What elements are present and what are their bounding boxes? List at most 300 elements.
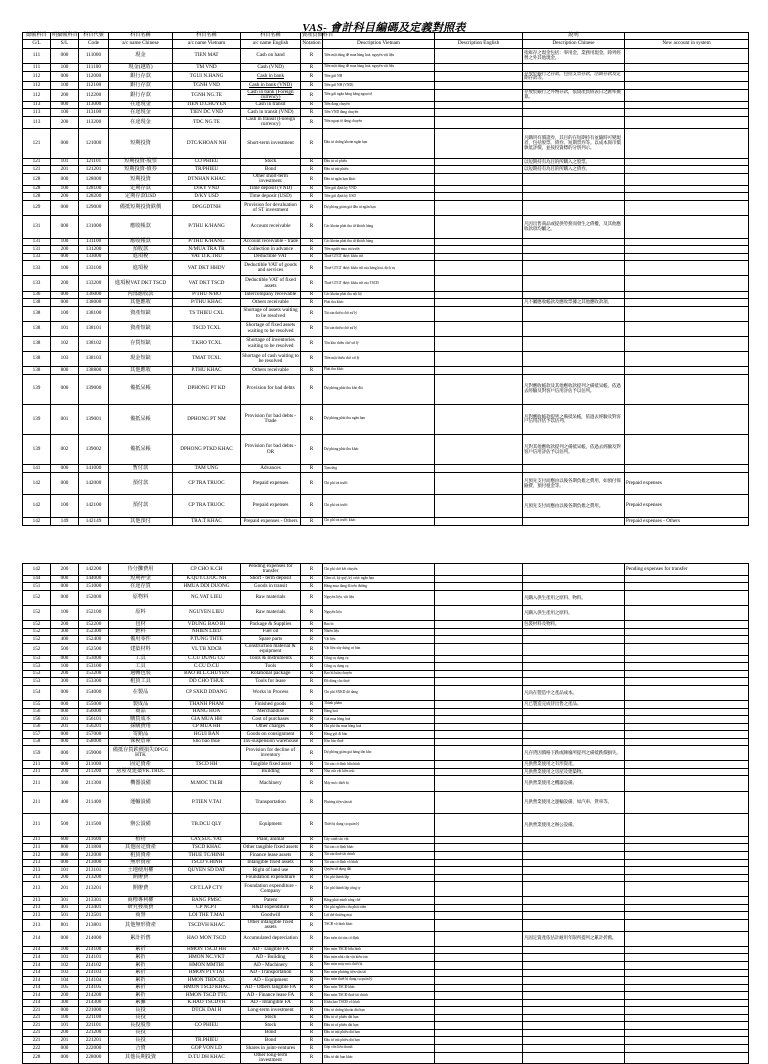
sl-cell: 100 xyxy=(51,495,79,518)
new-account-cell xyxy=(625,575,749,583)
code-cell: 133100 xyxy=(79,261,109,276)
desc-vietnam-cell: Hao mòn TSCĐ thuê tài chính xyxy=(323,992,435,1000)
desc-english-cell xyxy=(435,367,523,375)
new-account-cell xyxy=(625,992,749,1000)
name-chinese-cell: 商品 xyxy=(109,708,173,716)
gl-cell: 152 xyxy=(23,628,51,636)
new-account-cell xyxy=(625,109,749,117)
name-chinese-cell: 定期存款USD xyxy=(109,193,173,201)
account-row xyxy=(23,367,749,375)
account-row xyxy=(23,116,749,128)
gl-cell: 131 xyxy=(23,238,51,246)
name-chinese-cell: 其他長期投資 xyxy=(109,1052,173,1064)
desc-chinese-cell xyxy=(523,306,625,321)
name-chinese-cell: 短期投資-股票 xyxy=(109,158,173,166)
sl-cell: 300 xyxy=(51,999,79,1007)
code-cell: 133200 xyxy=(79,276,109,291)
notation-cell: R xyxy=(301,859,323,867)
name-english-cell: Rotational package xyxy=(241,670,301,678)
account-row xyxy=(23,583,749,591)
sl-cell: 801 xyxy=(51,919,79,931)
name-english-cell: Construction material & equipment xyxy=(241,643,301,655)
name-vietnam-cell: TMAT TCXL xyxy=(173,351,241,366)
desc-chinese-cell xyxy=(523,64,625,72)
gl-cell: 221 xyxy=(23,1014,51,1022)
desc-english-cell xyxy=(435,351,523,366)
name-chinese-cell: 在製品 xyxy=(109,685,173,700)
name-chinese-cell: 原料 xyxy=(109,606,173,621)
sl-cell: 000 xyxy=(51,731,79,739)
notation-cell: R xyxy=(301,116,323,128)
name-vietnam-cell: HGUI BAN xyxy=(173,731,241,739)
desc-chinese-cell xyxy=(523,851,625,859)
account-row xyxy=(23,306,749,321)
name-chinese-cell: 工具 xyxy=(109,655,173,663)
desc-chinese-cell xyxy=(523,351,625,366)
desc-vietnam-cell: Hao mòn TSCĐ hữu hình xyxy=(323,946,435,954)
account-table-lower xyxy=(22,563,749,1064)
new-account-cell xyxy=(625,336,749,351)
notation-cell: R xyxy=(301,761,323,769)
name-english-cell: Shortage of cash waiting to be resolved xyxy=(241,351,301,366)
desc-english-cell xyxy=(435,621,523,629)
code-cell: 138102 xyxy=(79,336,109,351)
desc-vietnam-cell: Hao mòn máy móc thiết bị xyxy=(323,961,435,969)
name-chinese-cell: 累計折舊 xyxy=(109,931,173,946)
account-row xyxy=(23,776,749,791)
account-row xyxy=(23,1052,749,1064)
name-chinese-cell: 短期投資-債券 xyxy=(109,166,173,174)
gl-cell: 214 xyxy=(23,961,51,969)
code-cell: 131100 xyxy=(79,238,109,246)
desc-english-cell xyxy=(435,495,523,518)
account-row xyxy=(23,961,749,969)
name-vietnam-cell: C.CU D.CU xyxy=(173,663,241,671)
code-cell: 121201 xyxy=(79,166,109,174)
new-account-cell xyxy=(625,49,749,64)
desc-english-cell xyxy=(435,768,523,776)
desc-chinese-cell xyxy=(523,109,625,117)
new-account-cell xyxy=(625,836,749,844)
notation-cell: R xyxy=(301,238,323,246)
notation-cell: R xyxy=(301,628,323,636)
desc-vietnam-cell: Chi phí SXKD dở dang xyxy=(323,685,435,700)
account-row xyxy=(23,791,749,814)
sl-cell: 000 xyxy=(51,708,79,716)
desc-chinese-cell xyxy=(523,101,625,109)
desc-chinese-cell: 凡供營業使用之辦公設備。 xyxy=(523,814,625,837)
sl-cell: 400 xyxy=(51,791,79,814)
desc-english-cell xyxy=(435,591,523,606)
gl-cell: 151 xyxy=(23,583,51,591)
name-chinese-cell: 應收帳款 xyxy=(109,216,173,239)
code-cell: 158000 xyxy=(79,738,109,746)
desc-chinese-cell: 凡購入供生產用之原料。 xyxy=(523,606,625,621)
notation-cell: R xyxy=(301,969,323,977)
name-chinese-cell: 固定資產 xyxy=(109,761,173,769)
sl-cell: 000 xyxy=(51,201,79,216)
header-row-chinese xyxy=(23,33,749,40)
name-vietnam-cell: CP TRA TRUOC xyxy=(173,472,241,495)
sl-cell: 105 xyxy=(51,984,79,992)
name-english-cell: Tax-suspension warehouse xyxy=(241,738,301,746)
desc-english-cell xyxy=(435,746,523,761)
code-cell: 222000 xyxy=(79,1044,109,1052)
code-cell: 221200 xyxy=(79,1029,109,1037)
new-account-cell xyxy=(625,969,749,977)
gl-cell: 141 xyxy=(23,465,51,473)
code-cell: 131000 xyxy=(79,216,109,239)
new-account-cell xyxy=(625,999,749,1007)
code-cell: 142149 xyxy=(79,517,109,525)
account-row xyxy=(23,1022,749,1030)
desc-vietnam-cell: Dự phòng giảm giá hàng tồn kho xyxy=(323,746,435,761)
new-account-cell xyxy=(625,306,749,321)
account-row xyxy=(23,859,749,867)
name-english-cell: Works in Process xyxy=(241,685,301,700)
sl-cell: 000 xyxy=(51,655,79,663)
desc-chinese-cell xyxy=(523,116,625,128)
code-cell: 213501 xyxy=(79,912,109,920)
desc-english-cell xyxy=(435,859,523,867)
name-english-cell: Long-term investment xyxy=(241,1007,301,1015)
desc-vietnam-cell: Đầu tư cổ phiếu dài hạn xyxy=(323,1022,435,1030)
desc-chinese-cell xyxy=(523,992,625,1000)
name-vietnam-cell: TAM UNG xyxy=(173,465,241,473)
desc-english-cell xyxy=(435,575,523,583)
gl-cell: 213 xyxy=(23,874,51,882)
notation-cell: R xyxy=(301,1037,323,1045)
gl-cell: 221 xyxy=(23,1037,51,1045)
new-account-cell xyxy=(625,276,749,291)
name-chinese-cell: 累折 xyxy=(109,969,173,977)
name-vietnam-cell: TSCD KHAC xyxy=(173,844,241,852)
new-account-cell xyxy=(625,731,749,739)
desc-chinese-cell: 凡對其他應收款提列之備抵呆帳，依過去經驗及對客戶信用評估予以估列。 xyxy=(523,434,625,464)
name-english-cell: Plant, animal xyxy=(241,836,301,844)
gl-cell: 152 xyxy=(23,606,51,621)
desc-chinese-cell xyxy=(523,253,625,261)
desc-chinese-cell xyxy=(523,904,625,912)
name-english-cell: Shortage of inventories waiting to be resolved xyxy=(241,336,301,351)
name-english-cell: Cash in transit xyxy=(241,101,301,109)
gl-cell: 142 xyxy=(23,495,51,518)
desc-vietnam-cell: Tài sản cố định vô hình xyxy=(323,859,435,867)
desc-vietnam-cell: Chi phí trả trước xyxy=(323,495,435,518)
name-vietnam-cell: LOI THE T.MAI xyxy=(173,912,241,920)
sl-cell: 100 xyxy=(51,64,79,72)
account-row xyxy=(23,977,749,985)
notation-cell: R xyxy=(301,253,323,261)
gl-cell: 142 xyxy=(23,472,51,495)
name-english-cell: Raw materials xyxy=(241,591,301,606)
name-english-cell: Raw materials xyxy=(241,606,301,621)
sl-cell: 101 xyxy=(51,1022,79,1030)
gl-cell: 228 xyxy=(23,1052,51,1064)
sl-cell: 501 xyxy=(51,912,79,920)
new-account-cell xyxy=(625,246,749,254)
name-vietnam-cell: DPHONG PT KD xyxy=(173,374,241,404)
sl-cell: 001 xyxy=(51,404,79,434)
desc-chinese-cell xyxy=(523,961,625,969)
name-english-cell: Cash in bank xyxy=(241,71,301,82)
code-cell: 156101 xyxy=(79,716,109,724)
name-vietnam-cell: CP CHO K.CH xyxy=(173,564,241,576)
account-row xyxy=(23,1044,749,1052)
desc-vietnam-cell: Hao mòn tài sản cố định xyxy=(323,931,435,946)
notation-cell: R xyxy=(301,89,323,101)
name-english-cell: Building xyxy=(241,768,301,776)
desc-chinese-cell xyxy=(523,564,625,576)
notation-cell: R xyxy=(301,912,323,920)
account-row xyxy=(23,723,749,731)
account-row xyxy=(23,465,749,473)
sl-cell: 000 xyxy=(51,575,79,583)
account-row xyxy=(23,276,749,291)
desc-vietnam-cell: Tiền mặt thiếu chờ xử lý xyxy=(323,351,435,366)
sl-cell: 000 xyxy=(51,738,79,746)
new-account-cell xyxy=(625,321,749,336)
account-row xyxy=(23,434,749,464)
new-account-cell xyxy=(625,867,749,875)
desc-chinese-cell xyxy=(523,969,625,977)
account-row xyxy=(23,912,749,920)
account-row xyxy=(23,404,749,434)
desc-chinese-cell: 凡已製造完成待出售之產品。 xyxy=(523,701,625,709)
desc-chinese-cell xyxy=(523,276,625,291)
code-cell: 129000 xyxy=(79,201,109,216)
name-chinese-cell: 租賃工具 xyxy=(109,678,173,686)
notation-cell: R xyxy=(301,621,323,629)
desc-chinese-cell xyxy=(523,201,625,216)
name-vietnam-cell: TSCD V.HINH xyxy=(173,859,241,867)
gl-cell: 214 xyxy=(23,931,51,946)
sl-cell: 100 xyxy=(51,606,79,621)
name-english-cell: Prepaid expenses - Others xyxy=(241,517,301,525)
desc-english-cell xyxy=(435,434,523,464)
gl-cell: 153 xyxy=(23,663,51,671)
desc-chinese-cell xyxy=(523,193,625,201)
new-account-cell xyxy=(625,636,749,644)
name-english-cell: AD - Equipment xyxy=(241,977,301,985)
name-chinese-cell: 現金 xyxy=(109,49,173,64)
header-en-desc-vietnam: Description Vietnam xyxy=(323,40,435,49)
new-account-cell xyxy=(625,404,749,434)
notation-cell: R xyxy=(301,216,323,239)
code-cell: 213201 xyxy=(79,882,109,897)
sl-cell: 201 xyxy=(51,1037,79,1045)
notation-cell: R xyxy=(301,261,323,276)
name-vietnam-cell: TIEN DC VND xyxy=(173,109,241,117)
header-cn-name-chinese: 科目名稱 xyxy=(109,33,173,40)
name-chinese-cell: 資產短缺 xyxy=(109,306,173,321)
code-cell: 112200 xyxy=(79,89,109,101)
desc-chinese-cell: 凡預先支付而應由以後各期負擔之費用。 xyxy=(523,495,625,518)
sl-cell: 101 xyxy=(51,716,79,724)
code-cell: 214101 xyxy=(79,954,109,962)
code-cell: 153200 xyxy=(79,670,109,678)
code-cell: 214200 xyxy=(79,992,109,1000)
new-account-cell xyxy=(625,261,749,276)
name-vietnam-cell: HMON TSCD KHAC xyxy=(173,984,241,992)
desc-english-cell xyxy=(435,201,523,216)
account-row xyxy=(23,954,749,962)
desc-chinese-cell xyxy=(523,636,625,644)
account-row xyxy=(23,185,749,193)
name-vietnam-cell: D/KY VND xyxy=(173,185,241,193)
desc-vietnam-cell: Hao mòn TSCĐ khác xyxy=(323,984,435,992)
desc-english-cell xyxy=(435,64,523,72)
new-account-cell xyxy=(625,299,749,307)
notation-cell: R xyxy=(301,919,323,931)
desc-chinese-cell xyxy=(523,716,625,724)
account-row xyxy=(23,158,749,166)
new-account-cell: Prepaid expenses xyxy=(625,495,749,518)
name-english-cell: Collection in advance xyxy=(241,246,301,254)
document-title: VAS- 會計科目編碼及定義對照表 xyxy=(302,22,466,34)
code-cell: 214100 xyxy=(79,946,109,954)
account-row xyxy=(23,746,749,761)
account-row xyxy=(23,109,749,117)
desc-vietnam-cell: Đầu tư chứng khoán ngắn hạn xyxy=(323,128,435,158)
desc-english-cell xyxy=(435,185,523,193)
name-vietnam-cell xyxy=(173,1014,241,1022)
new-account-cell xyxy=(625,655,749,663)
notation-cell: R xyxy=(301,655,323,663)
desc-english-cell xyxy=(435,1022,523,1030)
name-vietnam-cell: HMON MMTBI xyxy=(173,961,241,969)
name-english-cell: Cash on hand xyxy=(241,49,301,64)
notation-cell: R xyxy=(301,351,323,366)
desc-english-cell xyxy=(435,931,523,946)
notation-cell: R xyxy=(301,791,323,814)
desc-chinese-cell xyxy=(523,1029,625,1037)
sl-cell: 300 xyxy=(51,776,79,791)
code-cell: 142200 xyxy=(79,564,109,576)
desc-english-cell xyxy=(435,465,523,473)
desc-english-cell xyxy=(435,655,523,663)
sl-cell: 100 xyxy=(51,1014,79,1022)
name-english-cell: Tools for lease xyxy=(241,678,301,686)
desc-chinese-cell xyxy=(523,1022,625,1030)
name-english-cell: Goods in transit xyxy=(241,583,301,591)
code-cell: 159000 xyxy=(79,746,109,761)
desc-vietnam-cell: Lợi thế thương mại xyxy=(323,912,435,920)
sl-cell: 200 xyxy=(51,116,79,128)
new-account-cell xyxy=(625,776,749,791)
gl-cell: 214 xyxy=(23,946,51,954)
name-english-cell: AD - Transportation xyxy=(241,969,301,977)
account-row xyxy=(23,992,749,1000)
desc-chinese-cell xyxy=(523,291,625,299)
sl-cell: 000 xyxy=(51,216,79,239)
name-chinese-cell: 累折 xyxy=(109,954,173,962)
name-english-cell: Time deposit (USD) xyxy=(241,193,301,201)
notation-cell: R xyxy=(301,844,323,852)
name-vietnam-cell: HMUA DDI DUONG xyxy=(173,583,241,591)
header-en-new-account: New account in system xyxy=(625,40,749,49)
desc-vietnam-cell: Chi phí nghiên cứu phát triển xyxy=(323,904,435,912)
name-chinese-cell: 定期存款 xyxy=(109,185,173,193)
name-chinese-cell: 其他固定資產 xyxy=(109,844,173,852)
notation-cell: R xyxy=(301,71,323,82)
name-chinese-cell: 備抵短期投資跌價 xyxy=(109,201,173,216)
name-vietnam-cell: TR.PHIEU xyxy=(173,1037,241,1045)
name-vietnam-cell xyxy=(173,746,241,761)
code-cell: 211500 xyxy=(79,814,109,837)
desc-english-cell xyxy=(435,321,523,336)
account-row xyxy=(23,628,749,636)
account-row xyxy=(23,174,749,186)
notation-cell: R xyxy=(301,564,323,576)
code-cell: 211000 xyxy=(79,761,109,769)
name-vietnam-cell: P/THU K/HANG xyxy=(173,238,241,246)
sl-cell: 600 xyxy=(51,836,79,844)
desc-chinese-cell xyxy=(523,321,625,336)
new-account-cell xyxy=(625,185,749,193)
desc-vietnam-cell: Khấu hao TSCĐ vô hình xyxy=(323,999,435,1007)
new-account-cell xyxy=(625,628,749,636)
account-row xyxy=(23,738,749,746)
desc-chinese-cell xyxy=(523,999,625,1007)
desc-vietnam-cell: Tiền người mua trả trước xyxy=(323,246,435,254)
name-vietnam-cell: HMON TBDCQL xyxy=(173,977,241,985)
name-chinese-cell: 短期投資 xyxy=(109,174,173,186)
code-cell: 214102 xyxy=(79,961,109,969)
desc-english-cell xyxy=(435,174,523,186)
new-account-cell xyxy=(625,897,749,905)
code-cell: 128200 xyxy=(79,193,109,201)
name-vietnam-cell: P/THU KHAC xyxy=(173,299,241,307)
desc-vietnam-cell: Hàng hoá xyxy=(323,708,435,716)
account-row xyxy=(23,472,749,495)
name-chinese-cell: 原物料 xyxy=(109,591,173,606)
desc-english-cell xyxy=(435,261,523,276)
code-cell: 155000 xyxy=(79,701,109,709)
desc-vietnam-cell: Tồn kho thiếu chờ xử lý xyxy=(323,336,435,351)
name-vietnam-cell: TGNH VND xyxy=(173,82,241,90)
gl-cell: 128 xyxy=(23,193,51,201)
gl-cell: 121 xyxy=(23,158,51,166)
new-account-cell xyxy=(625,1029,749,1037)
header-en-gl: G/L xyxy=(23,40,51,49)
desc-chinese-cell xyxy=(523,919,625,931)
notation-cell: R xyxy=(301,276,323,291)
desc-vietnam-cell: Chi phí trả trước khác xyxy=(323,517,435,525)
desc-english-cell xyxy=(435,1037,523,1045)
new-account-cell xyxy=(625,1022,749,1030)
desc-chinese-cell: 存放於銀行之外幣存款，依資產負債表日之匯率換算。 xyxy=(523,89,625,101)
desc-chinese-cell xyxy=(523,867,625,875)
name-vietnam-cell: TIEN D.CHUYEN xyxy=(173,101,241,109)
name-chinese-cell: 備抵呆帳 xyxy=(109,404,173,434)
gl-cell: 153 xyxy=(23,678,51,686)
gl-cell: 113 xyxy=(23,116,51,128)
desc-chinese-cell xyxy=(523,465,625,473)
header-en-notation: Notation xyxy=(301,40,323,49)
new-account-cell xyxy=(625,678,749,686)
name-chinese-cell: 長投 xyxy=(109,1029,173,1037)
notation-cell: R xyxy=(301,201,323,216)
account-row xyxy=(23,517,749,525)
notation-cell: R xyxy=(301,101,323,109)
desc-chinese-cell xyxy=(523,261,625,276)
notation-cell: R xyxy=(301,708,323,716)
name-english-cell: Bond xyxy=(241,1029,301,1037)
notation-cell: R xyxy=(301,738,323,746)
sl-cell: 149 xyxy=(51,517,79,525)
desc-english-cell xyxy=(435,116,523,128)
